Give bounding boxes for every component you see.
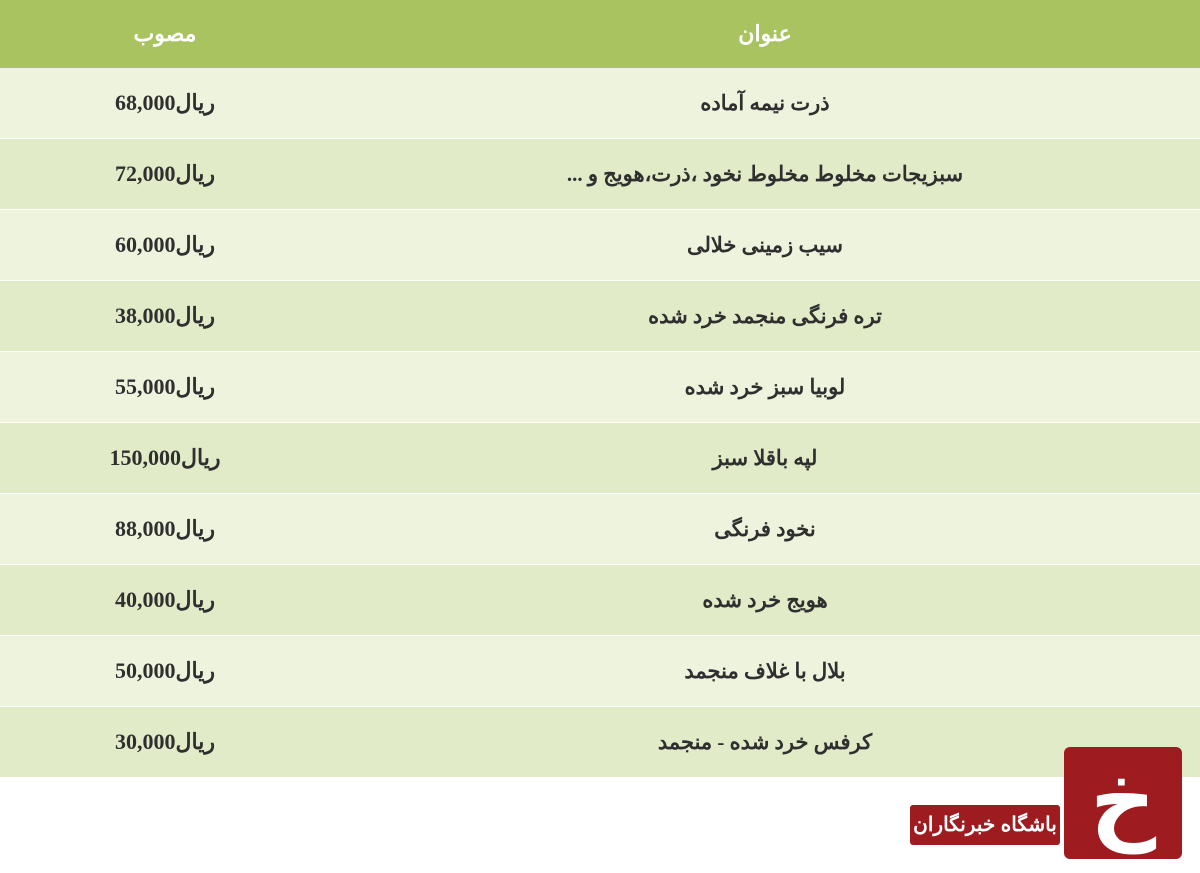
price-unit: ریال [175, 374, 215, 399]
cell-price [0, 68, 330, 139]
price-unit: ریال [175, 303, 215, 328]
brand-name-label: باشگاه خبرنگاران [910, 805, 1060, 845]
cell-title: ذرت نیمه آماده [330, 68, 1200, 139]
column-header-price: مصوب [0, 0, 330, 68]
cell-price [0, 352, 330, 423]
table-row [0, 139, 1200, 210]
price-unit: ریال [175, 587, 215, 612]
cell-title: کرفس خرد شده - منجمد [330, 707, 1200, 778]
price-value: 68,000 [115, 90, 176, 115]
table-row [0, 423, 1200, 494]
cell-title: لپه باقلا سبز [330, 423, 1200, 494]
cell-price [0, 423, 330, 494]
table-row [0, 565, 1200, 636]
price-unit: ریال [175, 232, 215, 257]
table-row [0, 352, 1200, 423]
price-unit: ریال [175, 658, 215, 683]
price-unit: ریال [181, 445, 221, 470]
cell-price [0, 707, 330, 778]
table-row [0, 281, 1200, 352]
price-unit: ریال [175, 729, 215, 754]
table-row [0, 494, 1200, 565]
cell-title: سیب زمینی خلالی [330, 210, 1200, 281]
cell-title: هویج خرد شده [330, 565, 1200, 636]
watermark-logo [900, 747, 1190, 867]
cell-price [0, 494, 330, 565]
column-header-title: عنوان [330, 0, 1200, 68]
table-header-row [0, 0, 1200, 68]
cell-price [0, 139, 330, 210]
price-unit: ریال [175, 90, 215, 115]
cell-title: بلال با غلاف منجمد [330, 636, 1200, 707]
price-value: 50,000 [115, 658, 176, 683]
price-value: 88,000 [115, 516, 176, 541]
cell-title: لوبیا سبز خرد شده [330, 352, 1200, 423]
brand-glyph: خ [1089, 747, 1157, 854]
price-value: 30,000 [115, 729, 176, 754]
table-row [0, 636, 1200, 707]
cell-price [0, 281, 330, 352]
table-body [0, 68, 1200, 778]
table-row [0, 68, 1200, 139]
price-value: 60,000 [115, 232, 176, 257]
cell-title: سبزیجات مخلوط مخلوط نخود ،ذرت،هویج و ... [330, 139, 1200, 210]
cell-price [0, 210, 330, 281]
price-value: 40,000 [115, 587, 176, 612]
price-unit: ریال [175, 516, 215, 541]
table-header [0, 0, 1200, 68]
brand-mark-icon [1064, 747, 1182, 859]
cell-title: تره فرنگی منجمد خرد شده [330, 281, 1200, 352]
table-row [0, 210, 1200, 281]
price-value: 38,000 [115, 303, 176, 328]
price-unit: ریال [175, 161, 215, 186]
price-value: 150,000 [109, 445, 182, 470]
cell-price [0, 636, 330, 707]
price-value: 72,000 [115, 161, 176, 186]
cell-price [0, 565, 330, 636]
cell-title: نخود فرنگی [330, 494, 1200, 565]
price-value: 55,000 [115, 374, 176, 399]
